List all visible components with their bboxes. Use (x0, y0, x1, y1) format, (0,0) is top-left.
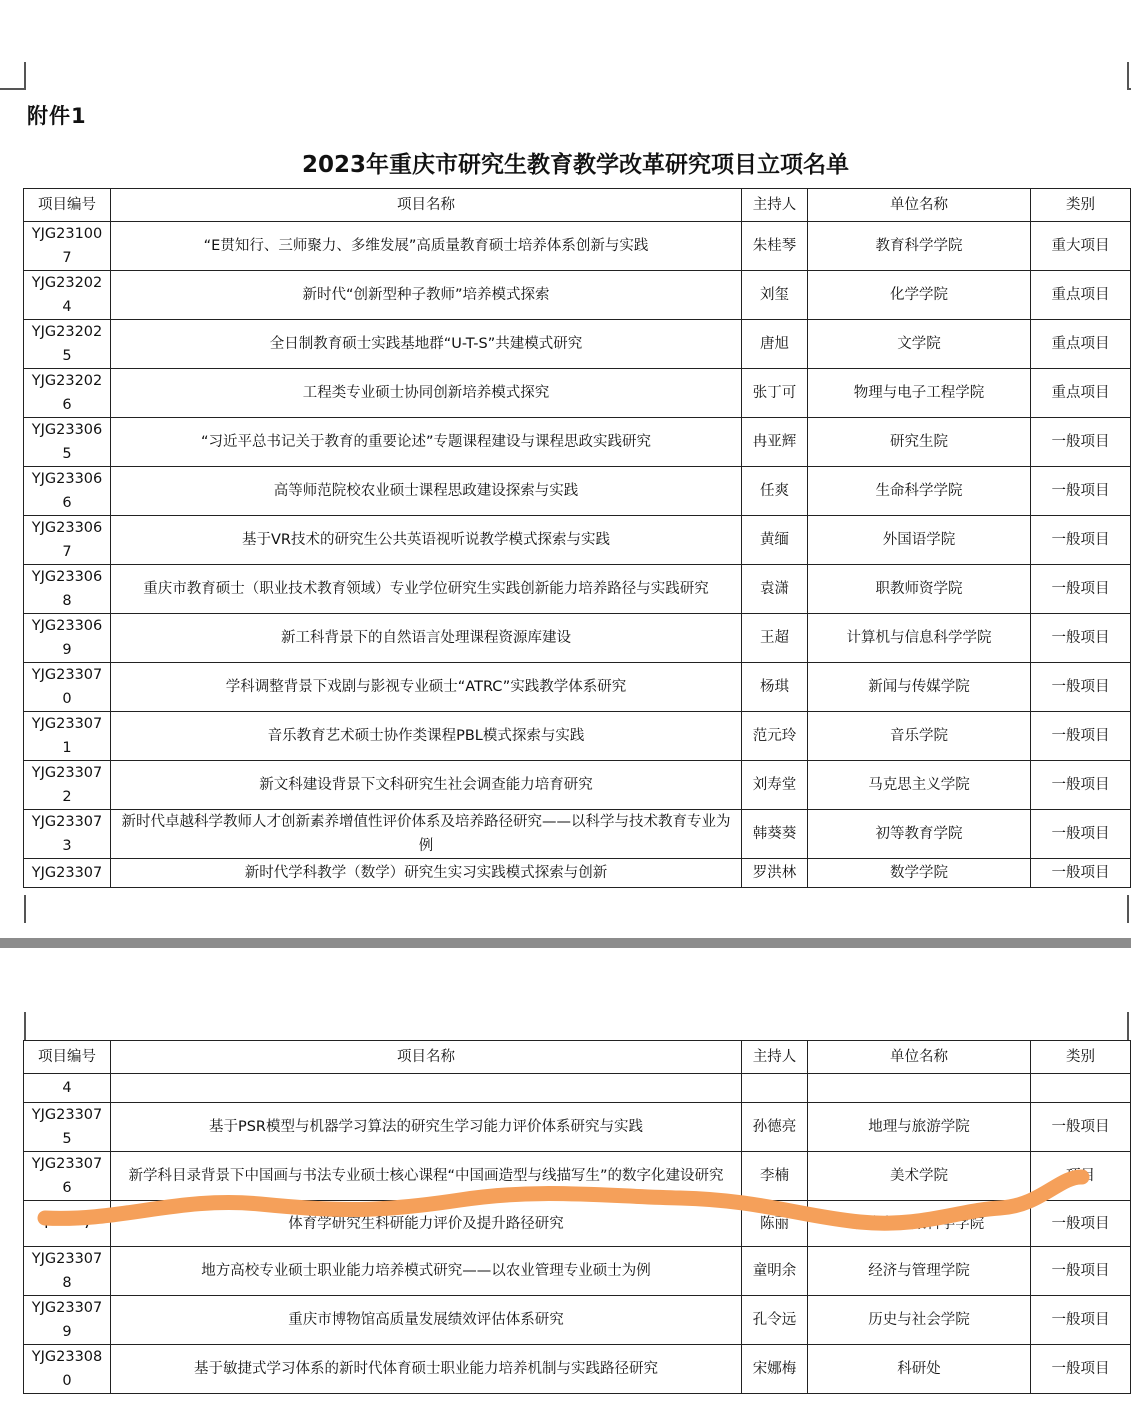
table-row (24, 565, 1131, 614)
column-header-unit: 单位名称 (808, 189, 1031, 222)
cell-name: “E贯知行、三师聚力、多维发展”高质量教育硕士培养体系创新与实践 (111, 222, 742, 271)
table-row (24, 516, 1131, 565)
cell-code: YJG233067 (24, 516, 111, 565)
cell-host: 童明余 (742, 1247, 808, 1296)
cell-host: 韩葵葵 (742, 810, 808, 859)
cell-type: 一般项目 (1031, 1247, 1131, 1296)
cell-unit: 体育与健康科学学院 (808, 1201, 1031, 1247)
cell-host: 任爽 (742, 467, 808, 516)
project-table-page2 (23, 1040, 1131, 1394)
column-header-host: 主持人 (742, 1041, 808, 1074)
cell-type: 重点项目 (1031, 271, 1131, 320)
cell-unit: 初等教育学院 (808, 810, 1031, 859)
cell-type: 重点项目 (1031, 320, 1131, 369)
cell-type: 一般项目 (1031, 712, 1131, 761)
table-row (24, 1247, 1131, 1296)
page-divider (0, 938, 1131, 948)
cell-name: 新工科背景下的自然语言处理课程资源库建设 (111, 614, 742, 663)
cell-host: 罗洪林 (742, 859, 808, 888)
cell-code: YJG233068 (24, 565, 111, 614)
cell-host: 袁潇 (742, 565, 808, 614)
cell-unit: 生命科学学院 (808, 467, 1031, 516)
cell-type: 项目 (1031, 1152, 1131, 1201)
cell-name: 新时代“创新型种子教师”培养模式探索 (111, 271, 742, 320)
cell-type: 一般项目 (1031, 859, 1131, 888)
cell-host (742, 1074, 808, 1103)
cell-unit: 美术学院 (808, 1152, 1031, 1201)
cell-unit: 经济与管理学院 (808, 1247, 1031, 1296)
table-row (24, 1103, 1131, 1152)
cell-unit: 历史与社会学院 (808, 1296, 1031, 1345)
cell-type: 一般项目 (1031, 761, 1131, 810)
cell-type: 一般项目 (1031, 1345, 1131, 1394)
cell-unit: 地理与旅游学院 (808, 1103, 1031, 1152)
cell-unit: 物理与电子工程学院 (808, 369, 1031, 418)
table-row (24, 810, 1131, 859)
cell-name: 音乐教育艺术硕士协作类课程PBL模式探索与实践 (111, 712, 742, 761)
cell-unit: 文学院 (808, 320, 1031, 369)
cell-host: 朱桂琴 (742, 222, 808, 271)
cell-host: 唐旭 (742, 320, 808, 369)
cell-type: 一般项目 (1031, 1296, 1131, 1345)
cell-unit: 计算机与信息科学学院 (808, 614, 1031, 663)
table-row (24, 320, 1131, 369)
cell-type: 一般项目 (1031, 565, 1131, 614)
column-header-type: 类别 (1031, 1041, 1131, 1074)
table-row (24, 222, 1131, 271)
cell-code: YJG233078 (24, 1247, 111, 1296)
cell-host: 宋娜梅 (742, 1345, 808, 1394)
table-row (24, 614, 1131, 663)
cell-type: 重大项目 (1031, 222, 1131, 271)
table-row (24, 1152, 1131, 1201)
cell-type: 重点项目 (1031, 369, 1131, 418)
cell-unit: 职教师资学院 (808, 565, 1031, 614)
cell-name: 重庆市教育硕士（职业技术教育领域）专业学位研究生实践创新能力培养路径与实践研究 (111, 565, 742, 614)
crop-mark (1127, 895, 1129, 923)
cell-name: 新文科建设背景下文科研究生社会调查能力培育研究 (111, 761, 742, 810)
cell-host: 孙德亮 (742, 1103, 808, 1152)
attachment-label: 附件1 (27, 104, 87, 128)
column-header-name: 项目名称 (111, 1041, 742, 1074)
crop-mark (24, 895, 26, 923)
table-row (24, 369, 1131, 418)
cell-name (111, 1074, 742, 1103)
cell-host: 李楠 (742, 1152, 808, 1201)
cell-code: YJG232026 (24, 369, 111, 418)
cell-code: YJG233066 (24, 467, 111, 516)
table-row (24, 859, 1131, 888)
table-row (24, 761, 1131, 810)
cell-name: 地方高校专业硕士职业能力培养模式研究——以农业管理专业硕士为例 (111, 1247, 742, 1296)
cell-name: 体育学研究生科研能力评价及提升路径研究 (111, 1201, 742, 1247)
cell-code: YJG23307 (24, 859, 111, 888)
column-header-name: 项目名称 (111, 189, 742, 222)
table-row (24, 467, 1131, 516)
table-row (24, 1345, 1131, 1394)
cell-host: 范元玲 (742, 712, 808, 761)
crop-mark (0, 88, 26, 90)
cell-unit: 科研处 (808, 1345, 1031, 1394)
table-row (24, 1201, 1131, 1247)
cell-name: 全日制教育硕士实践基地群“U-T-S”共建模式研究 (111, 320, 742, 369)
cell-host: 王超 (742, 614, 808, 663)
cell-unit: 化学学院 (808, 271, 1031, 320)
cell-code: 4 (24, 1074, 111, 1103)
cell-host: 冉亚辉 (742, 418, 808, 467)
crop-mark (1127, 62, 1129, 88)
cell-unit: 新闻与传媒学院 (808, 663, 1031, 712)
cell-type: 一般项目 (1031, 1201, 1131, 1247)
table-row (24, 271, 1131, 320)
cell-unit: 马克思主义学院 (808, 761, 1031, 810)
crop-mark (1127, 88, 1131, 90)
cell-host: 陈丽 (742, 1201, 808, 1247)
column-header-host: 主持人 (742, 189, 808, 222)
cell-unit: 外国语学院 (808, 516, 1031, 565)
cell-code: YJG233069 (24, 614, 111, 663)
table-row (24, 1074, 1131, 1103)
column-header-code: 项目编号 (24, 1041, 111, 1074)
crop-mark (1127, 1012, 1129, 1040)
cell-name: 基于敏捷式学习体系的新时代体育硕士职业能力培养机制与实践路径研究 (111, 1345, 742, 1394)
cell-host: 张丁可 (742, 369, 808, 418)
cell-unit: 研究生院 (808, 418, 1031, 467)
cell-code: YJG232025 (24, 320, 111, 369)
cell-type: 一般项目 (1031, 467, 1131, 516)
cell-name: 新时代学科教学（数学）研究生实习实践模式探索与创新 (111, 859, 742, 888)
project-table-page1 (23, 188, 1131, 888)
cell-code: YJG232024 (24, 271, 111, 320)
cell-type: 一般项目 (1031, 516, 1131, 565)
table-row (24, 418, 1131, 467)
crop-mark (24, 1012, 26, 1040)
cell-code: YJG233075 (24, 1103, 111, 1152)
cell-type: 一般项目 (1031, 614, 1131, 663)
cell-code: YJG233079 (24, 1296, 111, 1345)
cell-code: YJG231007 (24, 222, 111, 271)
table-row (24, 712, 1131, 761)
cell-name: 高等师范院校农业硕士课程思政建设探索与实践 (111, 467, 742, 516)
cell-host: 黄缅 (742, 516, 808, 565)
crop-mark (24, 62, 26, 88)
cell-code: YJG233070 (24, 663, 111, 712)
cell-type: 一般项目 (1031, 1103, 1131, 1152)
column-header-unit: 单位名称 (808, 1041, 1031, 1074)
cell-unit: 教育科学学院 (808, 222, 1031, 271)
cell-unit: 音乐学院 (808, 712, 1031, 761)
cell-type: 一般项目 (1031, 418, 1131, 467)
cell-name: 基于VR技术的研究生公共英语视听说教学模式探索与实践 (111, 516, 742, 565)
cell-name: 重庆市博物馆高质量发展绩效评估体系研究 (111, 1296, 742, 1345)
cell-code: YJG233073 (24, 810, 111, 859)
cell-name: “习近平总书记关于教育的重要论述”专题课程建设与课程思政实践研究 (111, 418, 742, 467)
cell-name: 基于PSR模型与机器学习算法的研究生学习能力评价体系研究与实践 (111, 1103, 742, 1152)
cell-type: 一般项目 (1031, 810, 1131, 859)
column-header-type: 类别 (1031, 189, 1131, 222)
cell-code: YJG233080 (24, 1345, 111, 1394)
cell-code: YJG233076 (24, 1152, 111, 1201)
cell-code: YJG233071 (24, 712, 111, 761)
cell-code: YJG233072 (24, 761, 111, 810)
cell-code: Y 7 (24, 1201, 111, 1247)
cell-host: 刘寿堂 (742, 761, 808, 810)
cell-unit: 数学学院 (808, 859, 1031, 888)
cell-code: YJG233065 (24, 418, 111, 467)
page-title: 2023年重庆市研究生教育教学改革研究项目立项名单 (301, 152, 849, 178)
cell-type (1031, 1074, 1131, 1103)
cell-host: 孔令远 (742, 1296, 808, 1345)
cell-name: 新时代卓越科学教师人才创新素养增值性评价体系及培养路径研究——以科学与技术教育专业为例 (111, 810, 742, 859)
cell-host: 刘玺 (742, 271, 808, 320)
cell-name: 学科调整背景下戏剧与影视专业硕士“ATRC”实践教学体系研究 (111, 663, 742, 712)
cell-host: 杨琪 (742, 663, 808, 712)
cell-unit (808, 1074, 1031, 1103)
table-row (24, 663, 1131, 712)
cell-name: 工程类专业硕士协同创新培养模式探究 (111, 369, 742, 418)
cell-name: 新学科目录背景下中国画与书法专业硕士核心课程“中国画造型与线描写生”的数字化建设研究 (111, 1152, 742, 1201)
column-header-code: 项目编号 (24, 189, 111, 222)
cell-type: 一般项目 (1031, 663, 1131, 712)
table-row (24, 1296, 1131, 1345)
